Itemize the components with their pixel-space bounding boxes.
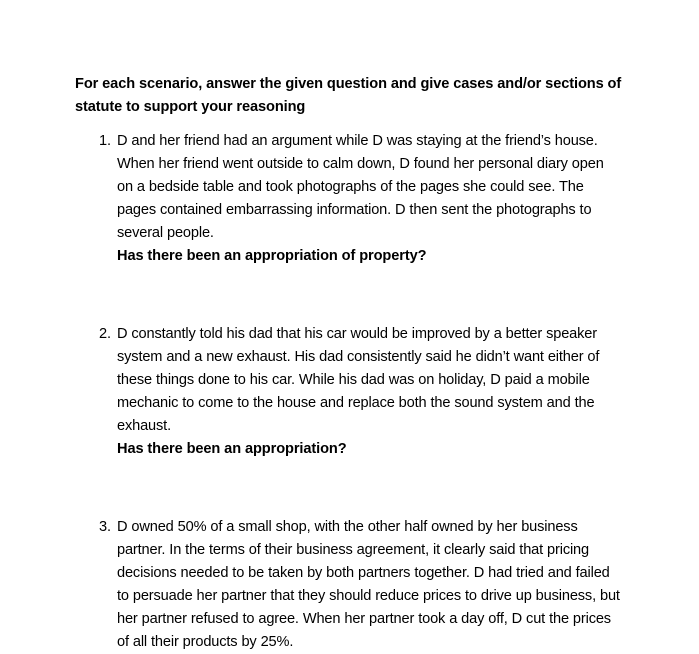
scenario-list bbox=[0, 130, 699, 654]
scenario-body: D owned 50% of a small shop, with the other half owned by her business partner. In the terms of their business agreement, it clearly said that pricing decisions needed to be taken by both partners together. D had tried and failed to persuade her partner that they should reduce prices to drive up business, but her partner refused to agree. When her partner took a day off, D cut the prices of all their products by 25%. bbox=[117, 519, 620, 650]
scenario-body: D and her friend had an argument while D was staying at the friend’s house. When her friend went outside to calm down, D found her personal diary open on a bedside table and took photographs of the pages she could see. The pages contained embarrassing information. D then sent the photographs to several people. bbox=[117, 133, 604, 241]
document-heading: For each scenario, answer the given question and give cases and/or sections of statute to support your reasoning bbox=[75, 76, 622, 115]
scenario-body: D constantly told his dad that his car would be improved by a better speaker system and a new exhaust. His dad consistently said he didn’t want either of these things done to his car. While his dad was on holiday, D paid a mobile mechanic to come to the house and replace both the sound system and the exhaust. bbox=[117, 326, 600, 434]
scenario-question: Has there been an appropriation? bbox=[117, 441, 347, 457]
list-item bbox=[0, 516, 699, 654]
scenario-question: Has there been an appropriation of property? bbox=[117, 248, 427, 264]
list-item-marker: 1. bbox=[99, 133, 111, 149]
list-item bbox=[0, 130, 699, 268]
list-item bbox=[0, 323, 699, 461]
list-item-marker: 3. bbox=[99, 519, 111, 535]
list-item-marker: 2. bbox=[99, 326, 111, 342]
